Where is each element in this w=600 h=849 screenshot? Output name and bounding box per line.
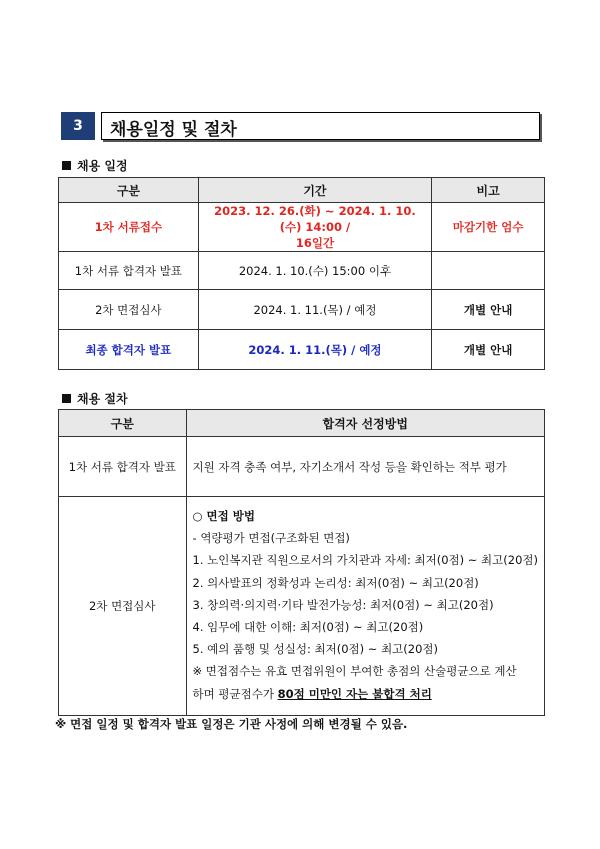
- header-note: 비고: [432, 178, 545, 203]
- procedure-table: [58, 409, 545, 716]
- square-bullet-icon: [62, 161, 71, 170]
- row-period: 2024. 1. 11.(목) / 예정: [198, 330, 432, 370]
- footnote: ※ 면접 일정 및 합격자 발표 일정은 기관 사정에 의해 변경될 수 있음.: [55, 717, 408, 731]
- row-category: 1차 서류접수: [59, 203, 199, 252]
- row-period: 2024. 1. 11.(목) / 예정: [198, 290, 432, 330]
- schedule-table: [58, 177, 545, 370]
- table-header-row: [59, 410, 545, 437]
- table-row: [59, 252, 545, 290]
- header-category: 구분: [59, 178, 199, 203]
- row-note: 개별 안내: [432, 330, 545, 370]
- header-period: 기간: [198, 178, 432, 203]
- method-line: 4. 임무에 대한 이해: 최저(0점) ~ 최고(20점): [192, 620, 424, 635]
- method-line: - 역량평가 면접(구조화된 면접): [192, 531, 350, 546]
- table-row: [59, 497, 545, 716]
- table-row: [59, 437, 545, 497]
- row-category: 1차 서류 합격자 발표: [59, 437, 187, 497]
- method-line: ※ 면접점수는 유효 면접위원이 부여한 총점의 산술평균으로 계산: [192, 664, 517, 679]
- interview-method-cell: [186, 497, 544, 716]
- row-method: 지원 자격 충족 여부, 자기소개서 작성 등을 확인하는 적부 평가: [186, 437, 544, 497]
- fail-criteria: 80점 미만인 자는 불합격 처리: [277, 686, 432, 701]
- row-period: 2024. 1. 10.(수) 15:00 이후: [198, 252, 432, 290]
- method-last-line: 하며 평균점수가 80점 미만인 자는 불합격 처리: [192, 686, 432, 701]
- section-header: [61, 112, 540, 140]
- method-line: 5. 예의 품행 및 성실성: 최저(0점) ~ 최고(20점): [192, 642, 439, 657]
- row-note: 개별 안내: [432, 290, 545, 330]
- header-category: 구분: [59, 410, 187, 437]
- method-line: 2. 의사발표의 정확성과 논리성: 최저(0점) ~ 최고(20점): [192, 575, 479, 590]
- row-note: [432, 252, 545, 290]
- schedule-heading: 채용 일정: [62, 157, 128, 174]
- row-category: 2차 면접심사: [59, 290, 199, 330]
- procedure-heading: 채용 절차: [62, 390, 128, 407]
- table-row: [59, 330, 545, 370]
- row-category: 2차 면접심사: [59, 497, 187, 716]
- row-note: 마감기한 엄수: [432, 203, 545, 252]
- row-category: 1차 서류 합격자 발표: [59, 252, 199, 290]
- header-method: 합격자 선정방법: [186, 410, 544, 437]
- table-row: [59, 203, 545, 252]
- table-row: [59, 290, 545, 330]
- method-line: 1. 노인복지관 직원으로서의 가치관과 자세: 최저(0점) ~ 최고(20점): [192, 553, 538, 568]
- section-number: 3: [61, 112, 95, 140]
- section-title-box: [101, 112, 540, 140]
- square-bullet-icon: [62, 394, 71, 403]
- interview-method-title: ○ 면접 방법: [192, 509, 255, 523]
- table-header-row: [59, 178, 545, 203]
- row-period: 2023. 12. 26.(화) ~ 2024. 1. 10.(수) 14:00 / 16일간: [198, 203, 432, 252]
- method-line: 3. 창의력·의지력·기타 발전가능성: 최저(0점) ~ 최고(20점): [192, 597, 494, 612]
- row-category: 최종 합격자 발표: [59, 330, 199, 370]
- section-title: 채용일정 및 절차: [110, 120, 237, 140]
